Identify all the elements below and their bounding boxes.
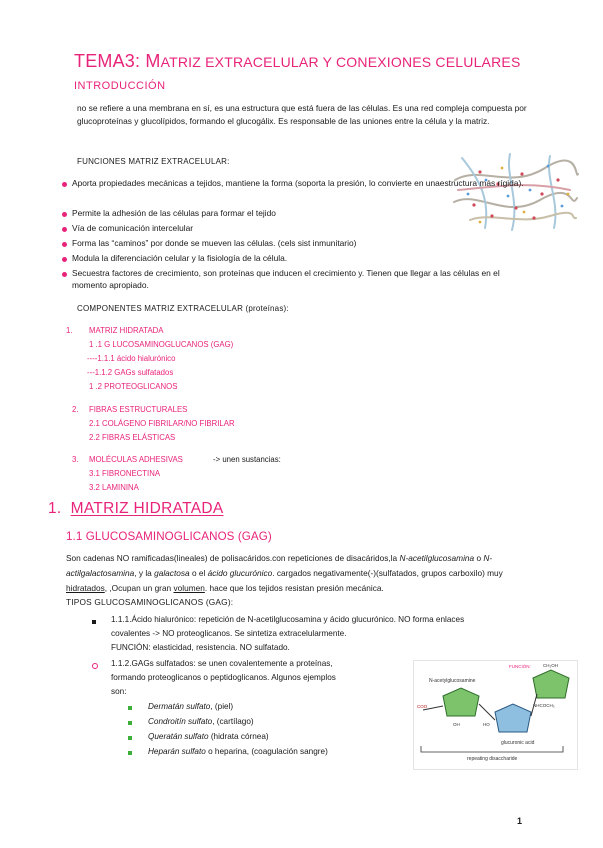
bullet-icon <box>62 242 67 247</box>
outline-num: 1. <box>66 326 73 335</box>
outline-subitem: 2.2 FIBRAS ELÁSTICAS <box>89 433 176 442</box>
bullet-icon <box>62 227 67 232</box>
gags-line: son: <box>111 687 127 696</box>
hialuronico-line: FUNCIÓN: elasticidad, resistencia. NO sulfatado. <box>111 643 290 652</box>
gag-paragraph: Son cadenas NO ramificadas(lineales) de polisacáridos.con repeticiones de disacáridos,la N-acetilglucosamina o N-actilgalactosamina, y la galactosa o el ácido glucurónico. cargados negativamente(-)(sulfatados, grupos carboxilo) muy hidratados, ,Ocupan un gran volumen. hace que los tejidos resistan presión mecánica. <box>66 553 503 593</box>
page-number: 1 <box>516 816 522 826</box>
tipos-heading: TIPOS GLUCOSAMINOGLICANOS (GAG): <box>66 597 234 607</box>
figure-label: COO <box>417 704 428 709</box>
list-item: Forma las “caminos” por donde se mueven las células. (cels sist inmunitario) <box>72 238 357 248</box>
bullet-icon <box>128 721 132 725</box>
outline-subitem: ----1.1.1 ácido hialurónico <box>87 354 176 363</box>
bullet-icon <box>62 182 67 187</box>
disaccharide-structure-figure <box>413 660 578 770</box>
outline-num: 3. <box>72 455 79 464</box>
componentes-heading: COMPONENTES MATRIZ EXTRACELULAR (proteínas): <box>77 304 289 313</box>
list-item: Vía de comunicación intercelular <box>72 223 194 233</box>
outline-subitem: 1 .2 PROTEOGLICANOS <box>89 382 178 391</box>
figure-label: NHCOCH₃ <box>533 703 555 708</box>
example-item: Queratán sulfato (hidrata córnea) <box>148 732 269 741</box>
bullet-icon <box>128 736 132 740</box>
list-item: Secuestra factores de crecimiento, son proteínas que inducen el crecimiento y. Tienen que llegar a las células en el momento apropiado. <box>72 268 500 291</box>
figure-label: CH₂OH <box>543 663 558 668</box>
figure-label: HO <box>483 722 490 727</box>
outline-subitem: 3.2 LAMININA <box>89 483 139 492</box>
bullet-icon <box>128 706 132 710</box>
example-item: Heparán sulfato o heparina, (coagulación sangre) <box>148 747 328 756</box>
outline-item: FIBRAS ESTRUCTURALES <box>89 405 188 414</box>
bullet-icon <box>128 751 132 755</box>
funciones-heading: FUNCIONES MATRIZ EXTRACELULAR: <box>77 157 230 166</box>
subsection-heading: 1.1 GLUCOSAMINOGLICANOS (GAG) <box>66 530 272 543</box>
outline-item: MATRIZ HIDRATADA <box>89 326 164 335</box>
outline-subitem: 1 .1 G LUCOSAMINOGLUCANOS (GAG) <box>89 340 234 349</box>
bullet-icon <box>92 663 98 669</box>
bullet-icon <box>62 212 67 217</box>
outline-note: -> unen sustancias: <box>213 455 281 464</box>
outline-num: 2. <box>72 405 79 414</box>
example-item: Dermatán sulfato, (piel) <box>148 702 234 711</box>
figure-label: glucuronic acid <box>501 740 535 746</box>
funciones-list <box>0 0 603 300</box>
hialuronico-line: 1.1.1.Ácido hialurónico: repetición de N-acetilglucosamina y ácido glucurónico. NO forma enlaces <box>111 615 465 624</box>
figure-label: FUNCIÓN: <box>509 664 531 669</box>
gags-line: formando proteoglicanos o peptidoglicanos. Algunos ejemplos <box>111 673 336 682</box>
bullet-icon <box>62 272 67 277</box>
list-item: Modula la diferenciación celular y la fisiología de la célula. <box>72 253 288 263</box>
figure-label: N-acetylglucosamine <box>429 678 476 684</box>
example-item: Condroitín sulfato, (cartílago) <box>148 717 254 726</box>
section-heading: 1. MATRIZ HIDRATADA <box>48 500 224 517</box>
bullet-icon <box>62 257 67 262</box>
gags-line: 1.1.2.GAGs sulfatados: se unen covalentemente a proteínas, <box>111 659 333 668</box>
figure-label: OH <box>453 722 460 727</box>
list-item: Aporta propiedades mecánicas a tejidos, mantiene la forma (soporta la presión, lo convierte en unaestructura más rígida). <box>72 178 524 188</box>
outline-item: MOLÉCULAS ADHESIVAS <box>89 455 183 464</box>
outline-subitem: ---1.1.2 GAGs sulfatados <box>87 368 174 377</box>
intro-paragraph: no se refiere a una membrana en sí, es una estructura que está fuera de las células. Es una red compleja compuesta por glucoproteínas y glucolípidos, formando el glucogálix. Es responsable de las uniones entre la célula y la matriz. <box>77 103 527 126</box>
list-item: Permite la adhesión de las células para formar el tejido <box>72 208 276 218</box>
outline-subitem: 2.1 COLÁGENO FIBRILAR/NO FIBRILAR <box>89 419 235 428</box>
page-title: TEMA3: MATRIZ EXTRACELULAR Y CONEXIONES CELULARES <box>74 51 521 71</box>
outline-subitem: 3.1 FIBRONECTINA <box>89 469 161 478</box>
figure-label: repeating disaccharide <box>467 756 518 762</box>
intro-heading: INTRODUCCIÓN <box>74 80 166 92</box>
bullet-icon <box>92 620 96 624</box>
hialuronico-line: covalentes -> NO proteoglicanos. Se sintetiza extracelularmente. <box>111 629 347 638</box>
